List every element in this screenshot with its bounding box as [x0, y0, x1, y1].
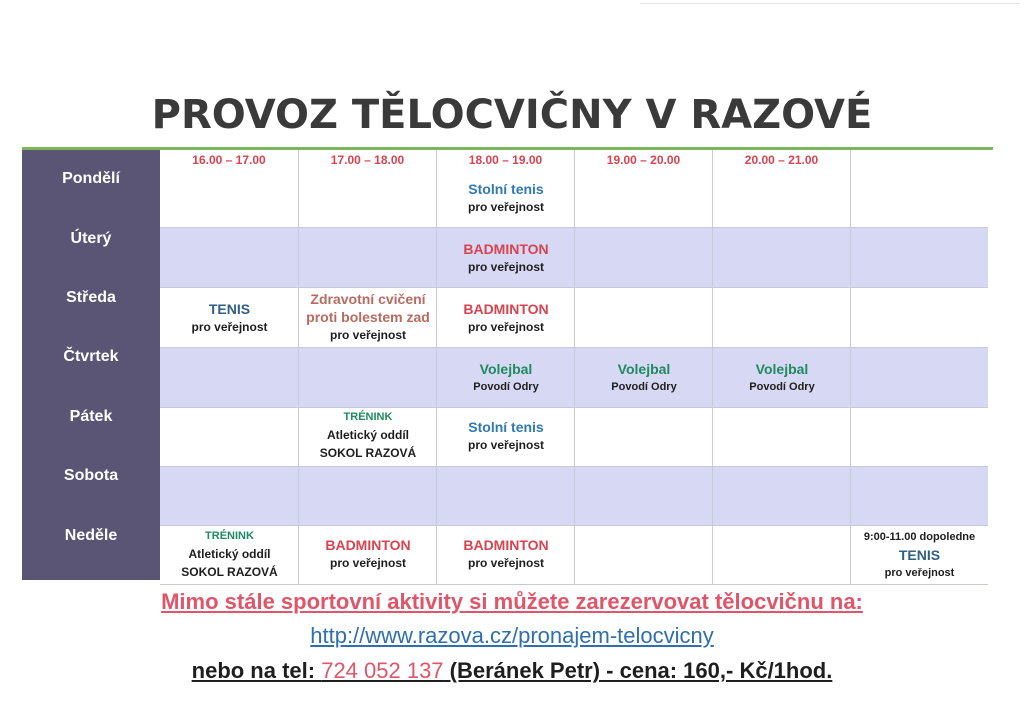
row-wednesday — [160, 288, 988, 348]
day-friday: Pátek — [69, 408, 113, 425]
day-tuesday: Úterý — [70, 230, 112, 247]
day-wednesday: Středa — [66, 289, 116, 306]
day-monday: Pondělí — [62, 170, 120, 187]
day-saturday: Sobota — [63, 467, 119, 484]
event-wednesday-1700: Zdravotní cvičení proti bolestem zad pro veřejnost — [306, 291, 430, 342]
day-sunday: Neděle — [64, 527, 118, 544]
contact-prefix: nebo na tel: — [191, 658, 322, 683]
row-friday — [160, 408, 988, 467]
row-monday — [160, 168, 988, 228]
event-sunday-1700: BADMINTON pro veřejnost — [325, 537, 411, 570]
contact-line — [0, 658, 1024, 684]
day-column — [22, 150, 160, 580]
schedule-grid — [160, 150, 988, 585]
event-tuesday-1800: BADMINTON pro veřejnost — [463, 241, 549, 274]
row-tuesday — [160, 228, 988, 288]
event-thursday-1800: Volejbal Povodí Odry — [473, 361, 539, 393]
reservation-note: Mimo stále sportovní aktivity si můžete zarezervovat tělocvičnu na: — [161, 589, 863, 614]
time-slot-1900: 19.00 – 20.00 — [575, 150, 713, 168]
event-friday-1700: TRÉNINK Atletický oddíl SOKOL RAZOVÁ — [319, 411, 417, 460]
time-slot-extra — [851, 150, 988, 168]
top-rule — [640, 3, 1020, 4]
time-slot-1700: 17.00 – 18.00 — [299, 150, 437, 168]
row-saturday — [160, 467, 988, 526]
day-thursday: Čtvrtek — [63, 348, 119, 365]
time-slot-1800: 18.00 – 19.00 — [437, 150, 575, 168]
event-thursday-1900: Volejbal Povodí Odry — [611, 361, 677, 393]
event-friday-1800: Stolní tenis pro veřejnost — [467, 419, 545, 452]
page-title: PROVOZ TĚLOCVIČNY V RAZOVÉ — [151, 92, 873, 138]
event-monday-1800: Stolní tenis pro veřejnost — [467, 181, 545, 214]
event-sunday-1600: TRÉNINK Atletický oddíl SOKOL RAZOVÁ — [181, 530, 278, 579]
time-slot-2000: 20.00 – 21.00 — [713, 150, 851, 168]
event-wednesday-1800: BADMINTON pro veřejnost — [463, 301, 549, 334]
phone-number[interactable]: 724 052 137 — [321, 658, 444, 683]
event-wednesday-1600: TENIS pro veřejnost — [191, 301, 268, 334]
row-thursday — [160, 348, 988, 408]
row-sunday — [160, 526, 988, 585]
time-slot-1600: 16.00 – 17.00 — [160, 150, 299, 168]
event-sunday-1800: BADMINTON pro veřejnost — [463, 537, 549, 570]
event-sunday-extra: 9:00-11.00 dopoledne TENIS pro veřejnost — [863, 531, 976, 579]
contact-suffix: (Beránek Petr) - cena: 160,- Kč/1hod. — [443, 658, 833, 683]
reservation-link[interactable]: http://www.razova.cz/pronajem-telocvicny — [310, 623, 714, 648]
event-thursday-2000: Volejbal Povodí Odry — [749, 361, 815, 393]
